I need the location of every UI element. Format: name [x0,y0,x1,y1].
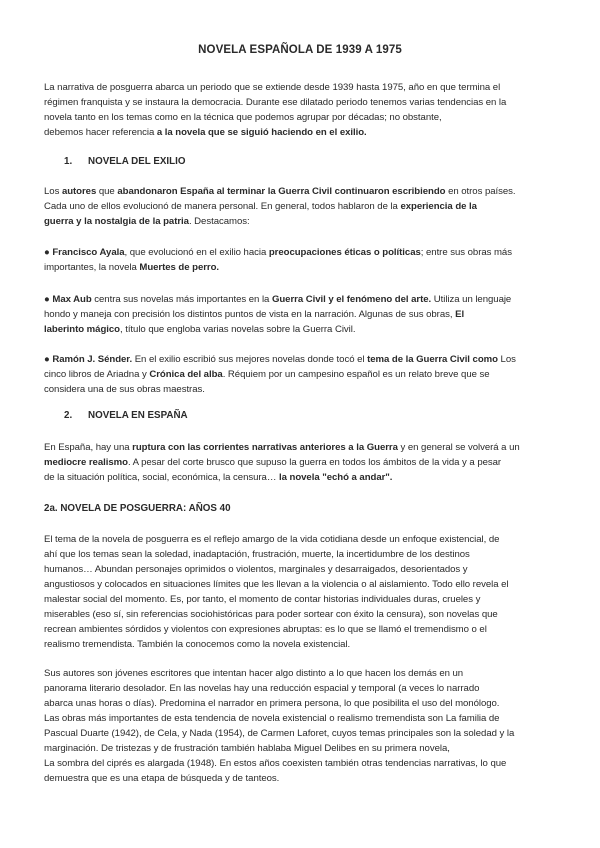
exilio-line: Los autores que abandonaron España al terminar la Guerra Civil continuaron escribiendo en otros países. [44,186,516,197]
intro-line: debemos hacer referencia a la novela que se siguió haciendo en el exilio. [44,127,367,138]
sender-line: considera una de sus obras maestras. [44,384,205,395]
posguerra-line: abarca unas horas o días). Predomina el narrador en primera persona, lo que posibilita el uso del monólogo. [44,698,500,709]
posguerra-line: El tema de la novela de posguerra es el reflejo amargo de la vida cotidiana desde un enfoque existencial, de [44,534,500,545]
exilio-line: guerra y la nostalgia de la patria. Destacamos: [44,216,250,227]
posguerra-line: miserables (eso sí, sin referencias sociohistóricas para poder sortear con éxito la censura), son novelas que [44,609,498,620]
posguerra-line: marginación. De tristezas y de frustración también hablaba Miguel Delibes en su primera novela, [44,743,450,754]
espana-paragraph [44,440,559,485]
ayala-paragraph [44,245,559,275]
posguerra-line: demuestra que es una etapa de búsqueda y de tanteos. [44,773,280,784]
section-title: NOVELA DEL EXILIO [88,156,186,167]
espana-line: mediocre realismo. A pesar del corte brusco que supuso la guerra en todos los ámbitos de la vida y a pesar [44,457,502,468]
exilio-paragraph [44,184,559,229]
posguerra-line: panorama literario desolador. En las novelas hay una reducción espacial y temporal (a veces lo narrado [44,683,480,694]
posguerra-line: ahí que los temas sean la soledad, inadaptación, frustración, muerte, la incertidumbre de los destinos [44,549,470,560]
espana-line: En España, hay una ruptura con las corrientes narrativas anteriores a la Guerra y en general se volverá a un [44,442,520,453]
sender-line: ● Ramón J. Sénder. En el exilio escribió sus mejores novelas donde tocó el tema de la Guerra Civil como Los [44,354,516,365]
ayala-line: importantes, la novela Muertes de perro. [44,262,220,273]
posguerra-line: La sombra del ciprés es alargada (1948). En estos años coexisten también otras tendencias narrativas, lo que [44,758,507,769]
aub-paragraph [44,292,559,337]
section-number: 1. [64,156,73,167]
page-title: NOVELA ESPAÑOLA DE 1939 A 1975 [198,44,402,56]
section-title: NOVELA EN ESPAÑA [88,410,188,421]
posguerra-line: angustiosos y colocados en situaciones límites que les llevan a la violencia o al aislamiento. Todo ello revela el [44,579,509,590]
bullet-icon: ● [44,294,53,305]
sender-paragraph [44,352,559,397]
posguerra-line: Pascual Duarte (1942), de Cela, y Nada (1954), de Carmen Laforet, cuyos temas principales son la soledad y la [44,728,515,739]
posguerra-line: humanos… Abundan personajes oprimidos o violentos, marginales y desarraigados, desorientados y [44,564,468,575]
posguerra-line: Las obras más importantes de esta tendencia de novela existencial o realismo tremendista son La familia de [44,713,500,724]
intro-paragraph [44,80,559,140]
posguerra-line: realismo tremendista. También la conocemos como la novela existencial. [44,639,351,650]
posguerra-paragraph-2 [44,666,559,786]
bold-text: a la novela que se siguió haciendo en el exilio. [156,127,367,138]
sender-line: cinco libros de Ariadna y Crónica del alba. Réquiem por un campesino español es un relato breve que se [44,369,490,380]
aub-line: ● Max Aub centra sus novelas más importantes en la Guerra Civil y el fenómeno del arte. Utiliza un lenguaje [44,294,512,305]
exilio-line: Cada uno de ellos evolucionó de manera personal. En general, todos hablaron de la experiencia de la [44,201,477,212]
intro-line: novela tanto en los temas como en la técnica que podemos agrupar por décadas; no obstante, [44,112,442,123]
intro-line: La narrativa de posguerra abarca un periodo que se extiende desde 1939 hasta 1975, año en que termina el [44,82,501,93]
bullet-icon: ● [44,354,53,365]
ayala-line: ● Francisco Ayala, que evolucionó en el exilio hacia preocupaciones éticas o políticas; entre sus obras más [44,247,512,258]
section-heading-espana [64,410,188,421]
aub-line: laberinto mágico, título que engloba varias novelas sobre la Guerra Civil. [44,324,356,335]
posguerra-line: malestar social del momento. Es, por tanto, el momento de contar historias individuales duras, crueles y [44,594,481,605]
posguerra-line: recrean ambientes sórdidos y violentos con expresiones abruptas: es lo que se llamó el tremendismo o el [44,624,487,635]
aub-line: hondo y maneja con precisión los distintos puntos de vista en la narración. Algunas de sus obras, El [44,309,465,320]
bullet-icon: ● [44,247,53,258]
posguerra-paragraph-1 [44,532,559,652]
section-heading-exilio [64,156,185,167]
posguerra-line: Sus autores son jóvenes escritores que intentan hacer algo distinto a lo que hacen los demás en un [44,668,464,679]
section-number: 2. [64,410,73,421]
intro-line: régimen franquista y se instaura la democracia. Durante ese dilatado periodo tenemos varias tendencias en la [44,97,507,108]
espana-line: de la situación política, social, económica, la censura… la novela "echó a andar". [44,472,393,483]
section-heading-posguerra: 2a. NOVELA DE POSGUERRA: AÑOS 40 [44,503,231,514]
